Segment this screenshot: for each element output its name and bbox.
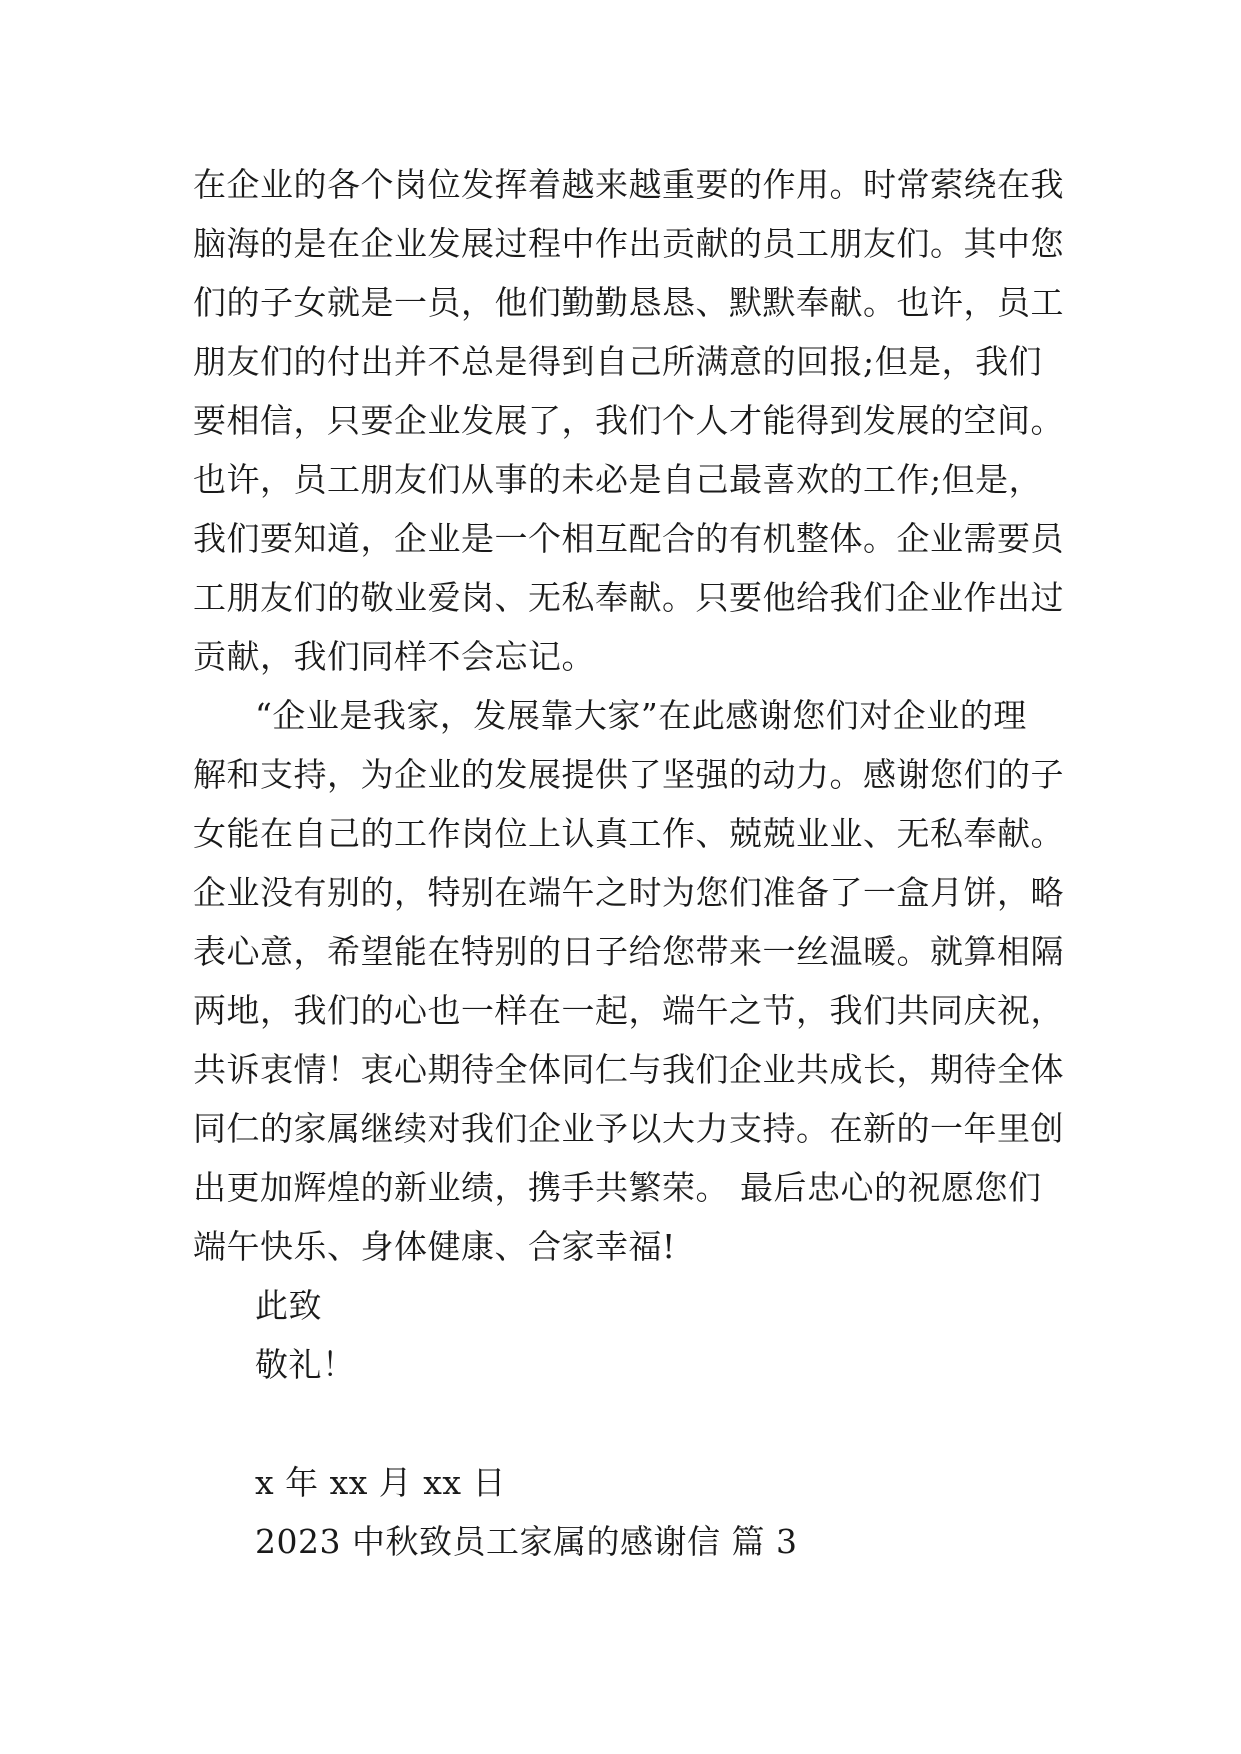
body-text-line: 我们要知道，企业是一个相互配合的有机整体。企业需要员 — [193, 519, 1064, 558]
body-text-line: 女能在自己的工作岗位上认真工作、兢兢业业、无私奉献。 — [193, 814, 1064, 853]
closing-salutation: 此致 — [255, 1286, 322, 1325]
body-text-line: 朋友们的付出并不总是得到自己所满意的回报;但是，我们 — [193, 342, 1043, 381]
body-text-line: 两地，我们的心也一样在一起，端午之节，我们共同庆祝， — [193, 991, 1064, 1030]
body-text-line: 同仁的家属继续对我们企业予以大力支持。在新的一年里创 — [193, 1109, 1064, 1148]
body-text-line: 在企业的各个岗位发挥着越来越重要的作用。时常萦绕在我 — [193, 165, 1064, 204]
letter-date: x 年 xx 月 xx 日 — [255, 1463, 507, 1502]
body-text-line: 工朋友们的敬业爱岗、无私奉献。只要他给我们企业作出过 — [193, 578, 1064, 617]
next-section-title: 2023 中秋致员工家属的感谢信 篇 3 — [255, 1522, 798, 1561]
body-text-line: 表心意，希望能在特别的日子给您带来一丝温暖。就算相隔 — [193, 932, 1064, 971]
body-text-line: 企业没有别的，特别在端午之时为您们准备了一盒月饼，略 — [193, 873, 1064, 912]
body-text-line: 们的子女就是一员，他们勤勤恳恳、默默奉献。也许，员工 — [193, 283, 1064, 322]
body-text-line: 端午快乐、身体健康、合家幸福! — [193, 1227, 676, 1266]
body-text-line: 要相信，只要企业发展了，我们个人才能得到发展的空间。 — [193, 401, 1064, 440]
body-text-line: 脑海的是在企业发展过程中作出贡献的员工朋友们。其中您 — [193, 224, 1064, 263]
body-text-line: “企业是我家，发展靠大家”在此感谢您们对企业的理 — [255, 696, 1027, 735]
body-text-line: 出更加辉煌的新业绩，携手共繁荣。 最后忠心的祝愿您们 — [193, 1168, 1042, 1207]
body-text-line: 共诉衷情！衷心期待全体同仁与我们企业共成长，期待全体 — [193, 1050, 1064, 1089]
body-text-line: 贡献，我们同样不会忘记。 — [193, 637, 595, 676]
body-text-line: 解和支持，为企业的发展提供了坚强的动力。感谢您们的子 — [193, 755, 1064, 794]
body-text-line: 也许，员工朋友们从事的未必是自己最喜欢的工作;但是， — [193, 460, 1043, 499]
closing-regards: 敬礼！ — [255, 1345, 356, 1384]
